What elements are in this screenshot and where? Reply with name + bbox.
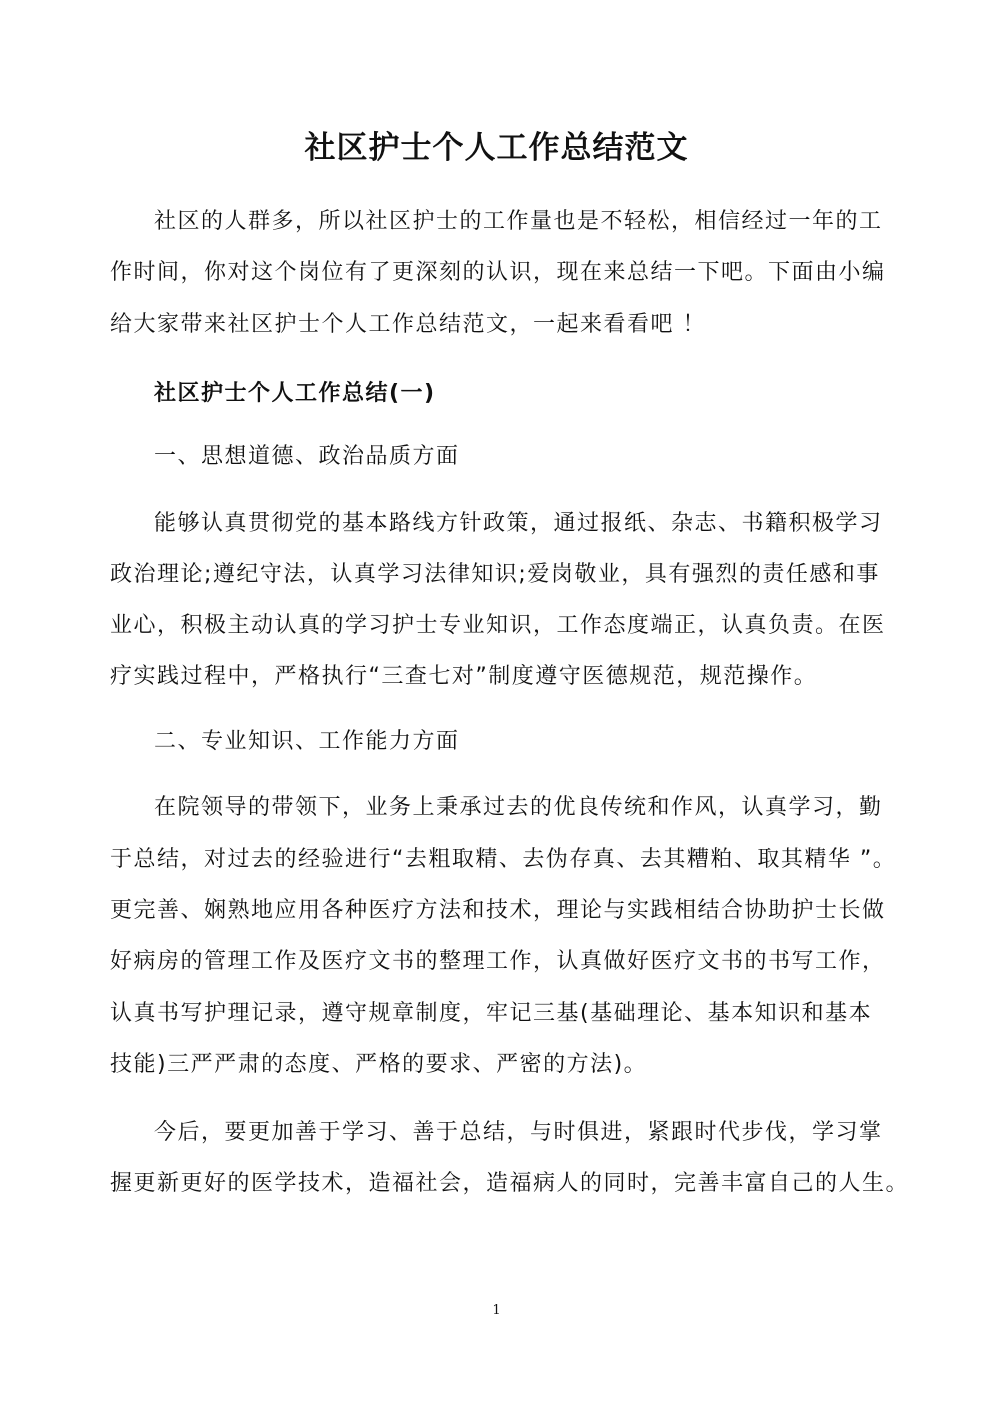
part2-line-4: 好病房的管理工作及医疗文书的整理工作，认真做好医疗文书的书写工作， [110,949,886,974]
part2-line-3: 更完善、娴熟地应用各种医疗方法和技术，理论与实践相结合协助护士长做 [110,898,886,923]
part2-line-5: 认真书写护理记录，遵守规章制度，牢记三基(基础理论、基本知识和基本 [110,1001,873,1026]
page-number: 1 [492,1303,501,1318]
intro-line-1: 社区的人群多，所以社区护士的工作量也是不轻松，相信经过一年的工 [154,209,883,234]
section-heading: 社区护士个人工作总结(一) [154,381,436,406]
intro-line-2: 作时间，你对这个岗位有了更深刻的认识，现在来总结一下吧。下面由小编 [110,260,886,285]
part1-line-1: 能够认真贯彻党的基本路线方针政策，通过报纸、杂志、书籍积极学习 [154,511,883,536]
part2-line-6: 技能)三严严肃的态度、严格的要求、严密的方法)。 [110,1052,648,1077]
part2-line-2: 于总结，对过去的经验进行“去粗取精、去伪存真、去其糟粕、取其精华 ”。 [110,847,897,872]
part2-line-1: 在院领导的带领下，业务上秉承过去的优良传统和作风，认真学习，勤 [154,795,883,820]
part1-line-2: 政治理论;遵纪守法，认真学习法律知识;爱岗敬业，具有强烈的责任感和事 [110,562,880,587]
intro-line-3: 给大家带来社区护士个人工作总结范文，一起来看看吧 ！ [110,312,706,337]
closing-line-1: 今后，要更加善于学习、善于总结，与时俱进，紧跟时代步伐，学习掌 [154,1120,883,1145]
part1-line-3: 业心，积极主动认真的学习护士专业知识，工作态度端正，认真负责。在医 [110,613,886,638]
closing-line-2: 握更新更好的医学技术，造福社会，造福病人的同时，完善丰富自己的人生。 [110,1171,910,1196]
document-title: 社区护士个人工作总结范文 [304,130,689,166]
part1-heading: 一、思想道德、政治品质方面 [154,444,460,469]
part2-heading: 二、专业知识、工作能力方面 [154,729,460,754]
part1-line-4: 疗实践过程中，严格执行“三查七对”制度遵守医德规范，规范操作。 [110,664,818,689]
